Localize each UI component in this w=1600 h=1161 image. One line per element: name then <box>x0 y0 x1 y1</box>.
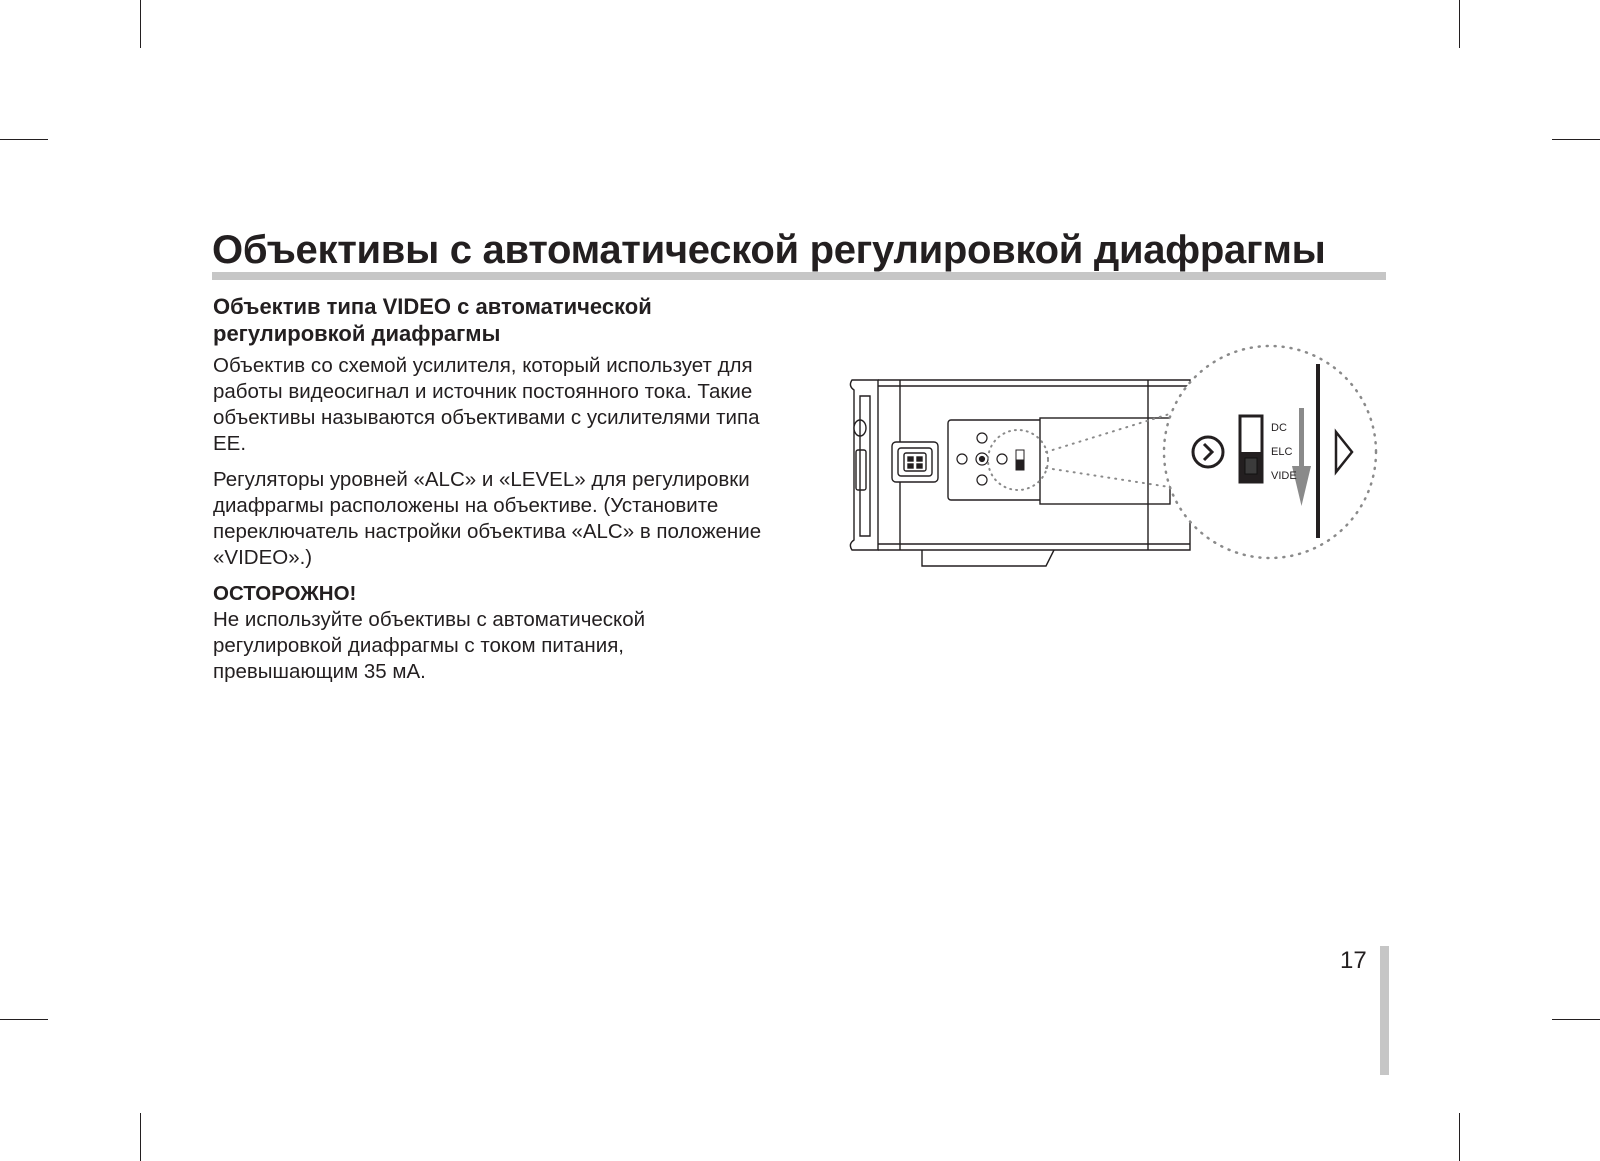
crop-mark <box>140 0 141 48</box>
crop-mark <box>0 1019 48 1020</box>
switch-label-elc: ELC <box>1271 446 1293 458</box>
camera-body <box>850 380 1190 566</box>
crop-mark <box>1552 1019 1600 1020</box>
panel-switch <box>1016 450 1024 470</box>
text-column <box>213 293 773 685</box>
magnified-detail <box>1164 346 1376 558</box>
page-title: Объективы с автоматической регулировкой диафрагмы <box>212 228 1326 272</box>
title-underline <box>212 272 1386 280</box>
section-subtitle: Объектив типа VIDEO с автоматической регулировкой диафрагмы <box>213 294 652 346</box>
page-edge-bar <box>1380 946 1389 1075</box>
switch-label-dc: DC <box>1271 422 1287 434</box>
direction-buttons <box>957 433 1007 485</box>
switch-label-video: VIDE <box>1271 470 1297 482</box>
crop-mark <box>1459 1113 1460 1161</box>
caution-heading: ОСТОРОЖНО! <box>213 582 357 605</box>
crop-mark <box>140 1113 141 1161</box>
crop-mark <box>1552 139 1600 140</box>
camera-rear-panel-illustration <box>840 340 1400 600</box>
crop-mark <box>1459 0 1460 48</box>
page-number: 17 <box>1340 947 1367 974</box>
caution-text: Не используйте объективы с автоматической регулировкой диафрагмы с током питания, превышающим 35 мА. <box>213 608 646 683</box>
paragraph-lens-description: Объектив со схемой усилителя, который использует для работы видеосигнал и источник постоянного тока. Такие объективы называются объективами с усилителями типа EE. <box>213 354 760 455</box>
paragraph-level-controls: Регуляторы уровней «ALC» и «LEVEL» для регулировки диафрагмы расположены на объективе. (Установите переключатель настройки объектива «ALC» в положение «VIDEO».) <box>213 468 762 569</box>
crop-mark <box>0 139 48 140</box>
